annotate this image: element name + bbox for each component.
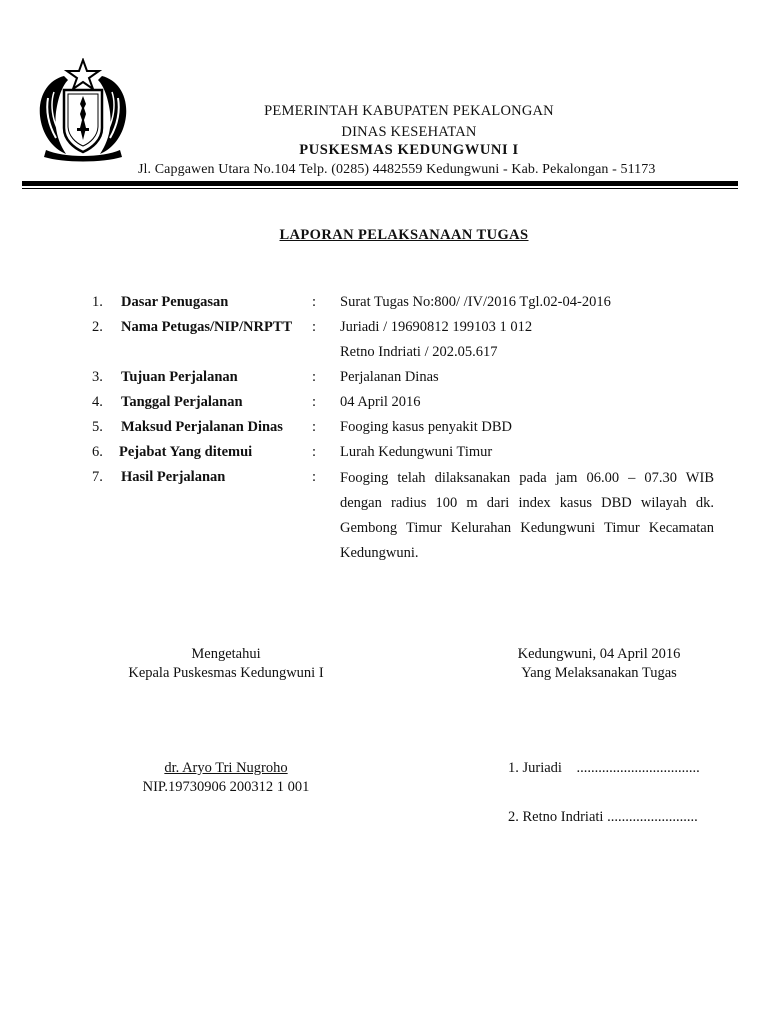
signature-head-title: Kepala Puskesmas Kedungwuni I — [128, 665, 324, 681]
item-colon: : — [312, 369, 317, 385]
item-value-paragraph: Fooging telah dilaksanakan pada jam 06.00 – 07.30 WIB dengan radius 100 m dari index kasus DBD wilayah dk. Gembong Timur Kelurahan Kedungwuni Timur Kecamatan Kedungwuni. — [340, 470, 714, 561]
signature-place-date: Kedungwuni, 04 April 2016 — [517, 646, 681, 662]
document-title: LAPORAN PELAKSANAAN TUGAS — [279, 227, 529, 243]
signature-head-nip: NIP.19730906 200312 1 001 — [142, 779, 310, 795]
item-number: 2. — [92, 319, 103, 335]
item-colon: : — [312, 294, 317, 310]
signature-executor-2: 2. Retno Indriati ......................... — [508, 809, 698, 825]
item-label: Dasar Penugasan — [121, 294, 229, 310]
item-label: Maksud Perjalanan Dinas — [121, 419, 283, 435]
item-number: 4. — [92, 394, 103, 410]
signature-executor-title: Yang Melaksanakan Tugas — [521, 665, 677, 681]
item-value: Perjalanan Dinas — [340, 369, 439, 385]
item-number: 6. — [92, 444, 103, 460]
header-government-name: PEMERINTAH KABUPATEN PEKALONGAN — [264, 103, 554, 119]
signature-executor-1: 1. Juriadi .................................. — [508, 760, 700, 776]
item-label: Hasil Perjalanan — [121, 469, 226, 485]
item-value: Juriadi / 19690812 199103 1 012 — [340, 319, 533, 335]
item-number: 3. — [92, 369, 103, 385]
item-number: 1. — [92, 294, 103, 310]
item-label: Pejabat Yang ditemui — [119, 444, 253, 460]
item-value: Surat Tugas No:800/ /IV/2016 Tgl.02-04-2016 — [340, 294, 611, 310]
item-number: 5. — [92, 419, 103, 435]
item-value: Lurah Kedungwuni Timur — [340, 444, 493, 460]
signature-acknowledged-label: Mengetahui — [191, 646, 261, 662]
item-value: Fooging kasus penyakit DBD — [340, 419, 512, 435]
item-label: Tujuan Perjalanan — [121, 369, 238, 385]
item-colon: : — [312, 444, 317, 460]
header-agency-name: DINAS KESEHATAN — [341, 124, 477, 140]
header-puskesmas-name: PUSKESMAS KEDUNGWUNI I — [299, 142, 519, 158]
item-label: Nama Petugas/NIP/NRPTT — [121, 319, 293, 335]
item-colon: : — [312, 319, 317, 335]
item-value: 04 April 2016 — [340, 394, 421, 410]
header-divider-thin — [22, 188, 738, 189]
item-value-second-line: Retno Indriati / 202.05.617 — [340, 344, 498, 360]
header-address: Jl. Capgawen Utara No.104 Telp. (0285) 4482559 Kedungwuni - Kab. Pekalongan - 51173 — [138, 162, 656, 177]
item-label: Tanggal Perjalanan — [121, 394, 243, 410]
item-number: 7. — [92, 469, 103, 485]
item-colon: : — [312, 469, 317, 485]
item-colon: : — [312, 394, 317, 410]
item-colon: : — [312, 419, 317, 435]
signature-head-name: dr. Aryo Tri Nugroho — [164, 760, 288, 776]
header-divider-thick — [22, 181, 738, 186]
